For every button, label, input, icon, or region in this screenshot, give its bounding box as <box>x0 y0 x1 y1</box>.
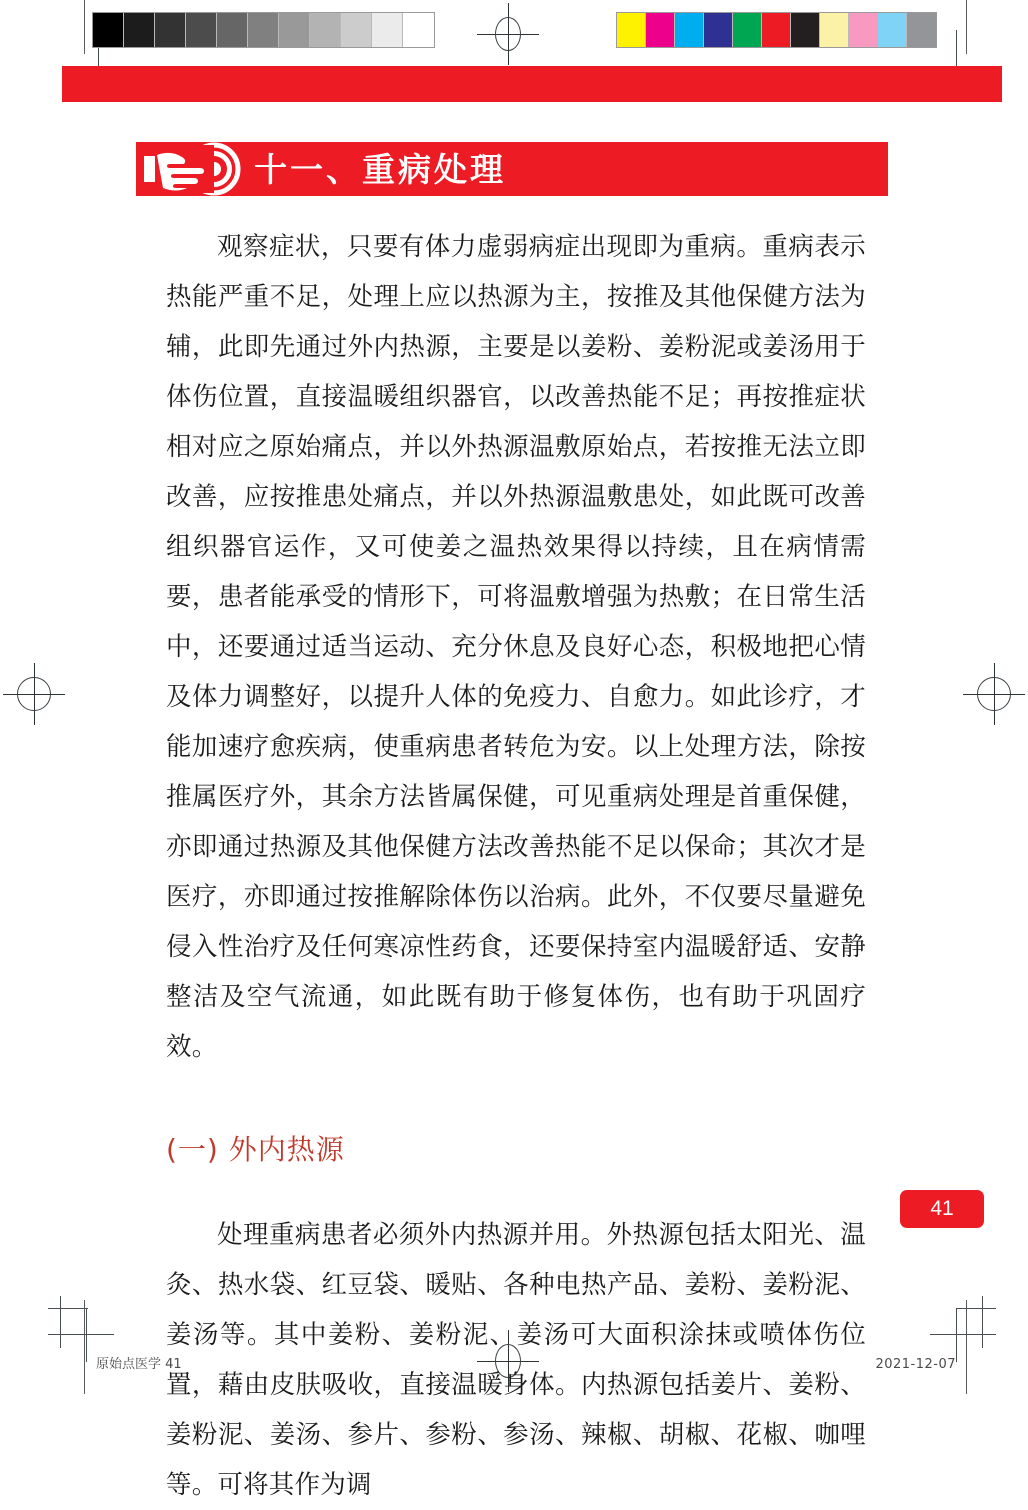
color-swatch-2 <box>675 13 704 47</box>
color-swatch-3 <box>704 13 733 47</box>
color-swatch-1 <box>646 13 675 47</box>
grayscale-calibration-bar <box>92 12 435 48</box>
grayscale-swatch-1 <box>124 13 155 47</box>
grayscale-swatch-5 <box>248 13 279 47</box>
content-spacer <box>166 1072 866 1128</box>
grayscale-swatch-3 <box>186 13 217 47</box>
grayscale-swatch-0 <box>93 13 124 47</box>
color-calibration-bar <box>616 12 937 48</box>
footer-date-label: 2021-12-07 <box>875 1357 956 1372</box>
content-spacer <box>166 1168 866 1210</box>
color-swatch-0 <box>617 13 646 47</box>
page-number-badge: 41 <box>900 1190 984 1228</box>
registration-mark-right-middle <box>963 663 1025 725</box>
registration-ring <box>977 677 1011 711</box>
pointing-hand-target-icon <box>136 142 254 196</box>
registration-mark-left-middle <box>3 663 65 725</box>
color-swatch-10 <box>907 13 936 47</box>
color-swatch-7 <box>820 13 849 47</box>
color-swatch-8 <box>849 13 878 47</box>
grayscale-swatch-7 <box>310 13 341 47</box>
page-content <box>166 222 866 1510</box>
top-red-band <box>62 66 1002 102</box>
registration-ring <box>17 677 51 711</box>
grayscale-swatch-2 <box>155 13 186 47</box>
color-swatch-9 <box>878 13 907 47</box>
grayscale-swatch-9 <box>372 13 403 47</box>
grayscale-swatch-4 <box>217 13 248 47</box>
crop-mark-bottom-right <box>930 1296 996 1362</box>
body-paragraph-2: 处理重病患者必须外内热源并用。外热源包括太阳光、温灸、热水袋、红豆袋、暖贴、各种电热产品、姜粉、姜粉泥、姜汤等。其中姜粉、姜粉泥、姜汤可大面积涂抹或喷体伤位置，藉由皮肤吸收，直接温暖身体。内热源包括姜片、姜粉、姜粉泥、姜汤、参片、参粉、参汤、辣椒、胡椒、花椒、咖哩等。可将其作为调 <box>166 1220 866 1500</box>
grayscale-swatch-6 <box>279 13 310 47</box>
grayscale-swatch-10 <box>403 13 434 47</box>
color-swatch-5 <box>762 13 791 47</box>
body-paragraph-1: 观察症状，只要有体力虚弱病症出现即为重病。重病表示热能严重不足，处理上应以热源为主，按推及其他保健方法为辅，此即先通过外内热源，主要是以姜粉、姜粉泥或姜汤用于体伤位置，直接温暖组织器官，以改善热能不足；再按推症状相对应之原始痛点，并以外热源温敷原始点，若按推无法立即改善，应按推患处痛点，并以外热源温敷患处，如此既可改善组织器官运作，又可使姜之温热效果得以持续，且在病情需要，患者能承受的情形下，可将温敷增强为热敷；在日常生活中，还要通过适当运动、充分休息及良好心态，积极地把心情及体力调整好，以提升人体的免疫力、自愈力。如此诊疗，才能加速疗愈疾病，使重病患者转危为安。以上处理方法，除按推属医疗外，其余方法皆属保健，可见重病处理是首重保健，亦即通过热源及其他保健方法改善热能不足以保命；其次才是医疗，亦即通过按推解除体伤以治病。此外，不仅要尽量避免侵入性治疗及任何寒凉性药食，还要保持室内温暖舒适、安静整洁及空气流通，如此既有助于修复体伤，也有助于巩固疗效。 <box>166 232 866 1062</box>
registration-ring <box>495 17 521 51</box>
color-swatch-4 <box>733 13 762 47</box>
chapter-title-bar <box>136 142 888 196</box>
grayscale-swatch-8 <box>341 13 372 47</box>
color-swatch-6 <box>791 13 820 47</box>
footer-left-label: 原始点医学 41 <box>96 1357 182 1372</box>
registration-mark-top-center <box>477 3 539 65</box>
section-heading-1: (一) 外内热源 <box>166 1133 345 1166</box>
chapter-heading: 十一、重病处理 <box>254 149 506 189</box>
